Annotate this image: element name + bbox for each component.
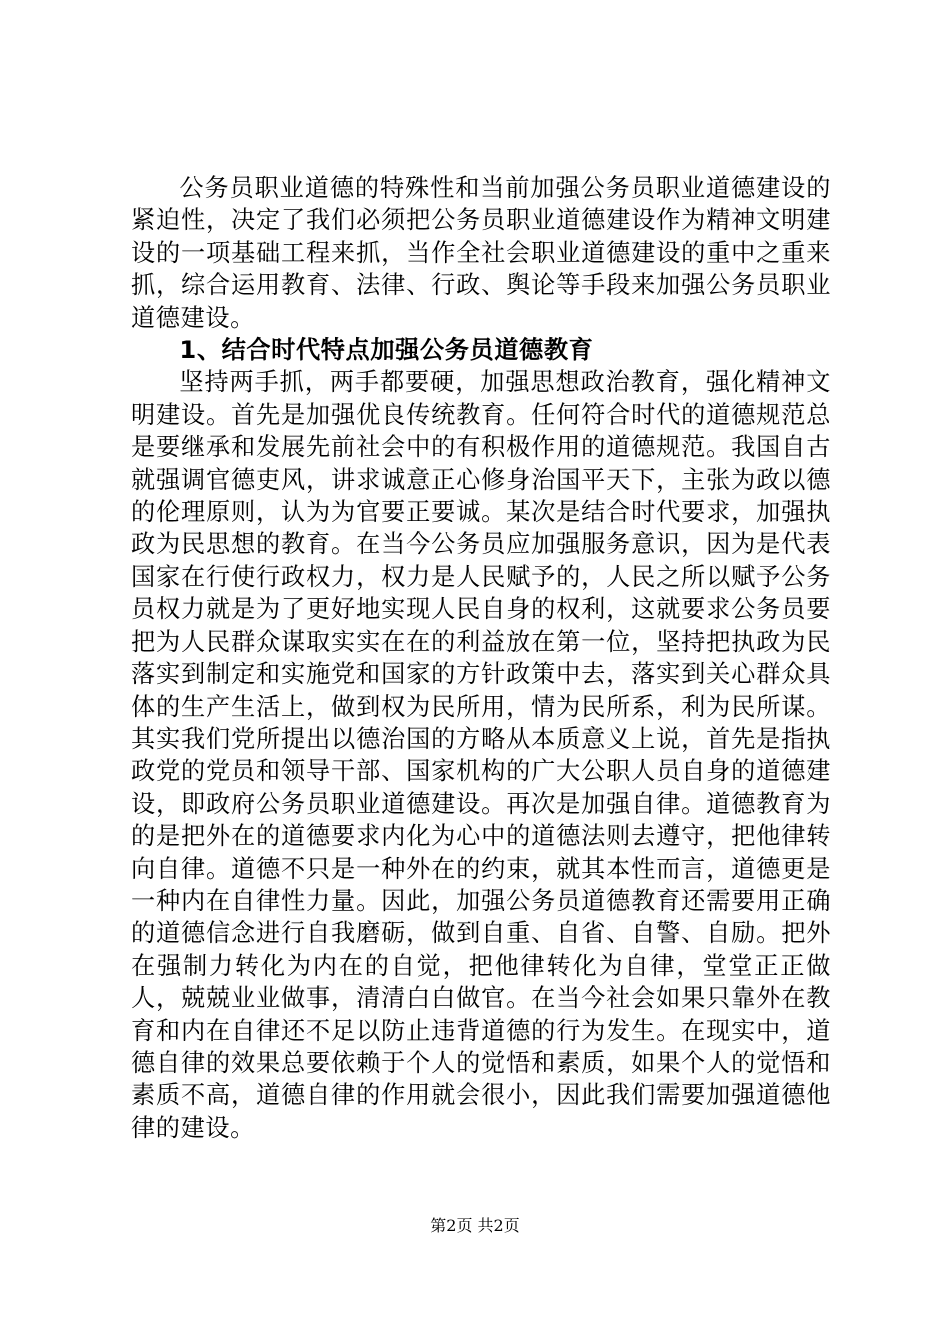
page-number-footer: 第2页 共2页	[430, 1216, 520, 1235]
section-heading: 1、结合时代特点加强公务员道德教育	[179, 336, 594, 365]
body-paragraph: 公务员职业道德的特殊性和当前加强公务员职业道德建设的紧迫性，决定了我们必须把公务员职业道德建设作为精神文明建设的一项基础工程来抓，当作全社会职业道德建设的重中之重来抓，综合运用教育、法律、行政、舆论等手段来加强公务员职业道德建设。	[131, 174, 831, 332]
body-paragraph: 坚持两手抓，两手都要硬，加强思想政治教育，强化精神文明建设。首先是加强优良传统教育。任何符合时代的道德规范总是要继承和发展先前社会中的有积极作用的道德规范。我国自古就强调官德吏风，讲求诚意正心修身治国平天下，主张为政以德的伦理原则，认为为官要正要诚。某次是结合时代要求，加强执政为民思想的教育。在当今公务员应加强服务意识，因为是代表国家在行使行政权力，权力是人民赋予的，人民之所以赋予公务员权力就是为了更好地实现人民自身的权利，这就要求公务员要把为人民群众谋取实实在在的利益放在第一位，坚持把执政为民落实到制定和实施党和国家的方针政策中去，落实到关心群众具体的生产生活上，做到权为民所用，情为民所系，利为民所谋。其实我们党所提出以德治国的方略从本质意义上说，首先是指执政党的党员和领导干部、国家机构的广大公职人员自身的道德建设，即政府公务员职业道德建设。再次是加强自律。道德教育为的是把外在的道德要求内化为心中的道德法则去遵守，把他律转向自律。道德不只是一种外在的约束，就其本性而言，道德更是一种内在自律性力量。因此，加强公务员道德教育还需要用正确的道德信念进行自我磨砺，做到自重、自省、自警、自励。把外在强制力转化为内在的自觉，把他律转化为自律，堂堂正正做人，兢兢业业做事，清清白白做官。在当今社会如果只靠外在教育和内在自律还不足以防止违背道德的行为发生。在现实中，道德自律的效果总要依赖于个人的觉悟和素质，如果个人的觉悟和素质不高，道德自律的作用就会很小，因此我们需要加强道德他律的建设。	[131, 368, 831, 1142]
document-body	[131, 172, 831, 1144]
